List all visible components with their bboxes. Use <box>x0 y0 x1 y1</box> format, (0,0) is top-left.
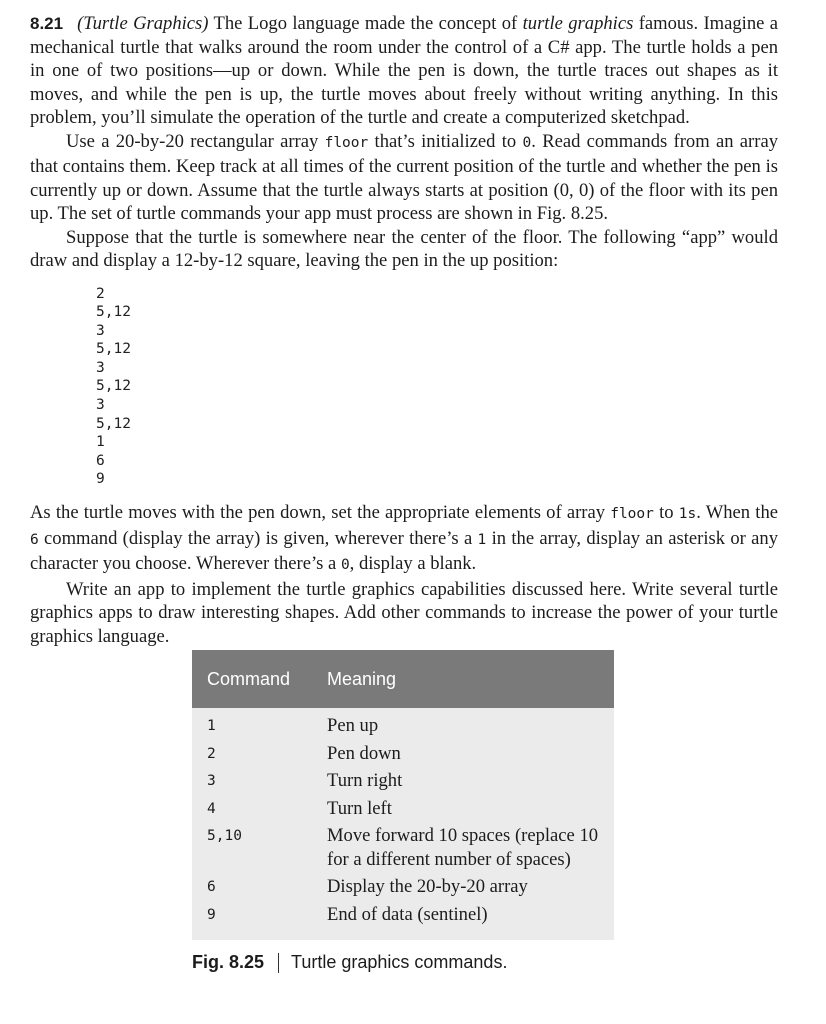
command-cell: 9 <box>207 906 216 923</box>
code-line: 5,12 <box>96 341 131 358</box>
paragraph-intro <box>30 12 778 130</box>
inline-code: floor <box>610 506 654 523</box>
code-line: 1 <box>96 434 105 451</box>
command-cell: 6 <box>207 879 216 895</box>
text-run: , display a blank. <box>349 553 477 575</box>
table-header <box>192 650 614 708</box>
command-cell: 2 <box>207 745 216 762</box>
table-row <box>192 824 614 871</box>
header-meaning: Meaning <box>327 668 397 689</box>
figure-table <box>192 650 614 973</box>
command-cell: 4 <box>207 800 216 817</box>
text-run: in the array, display an asterisk or any character you choose. Wherever there’s a <box>30 527 778 575</box>
table-row <box>192 714 614 738</box>
table-row <box>192 903 614 927</box>
command-cell: 3 <box>207 773 216 789</box>
code-line: 6 <box>96 452 105 469</box>
caption-divider <box>278 953 279 973</box>
meaning-cell: Turn right <box>327 770 403 791</box>
caption-label: Fig. 8.25 <box>192 952 265 972</box>
text-run: to <box>653 502 679 524</box>
meaning-cell: End of data (sentinel) <box>327 903 488 925</box>
paragraph-array <box>30 130 778 226</box>
inline-code: floor <box>324 134 369 151</box>
text-run: famous. Imagine a mechanical turtle that walks around the room under the control of a C# app. The turtle holds a pen in one of two positions—up or down. While the pen is down, the turtle traces out shapes as it moves, and while the pen is up, the turtle moves about freely without writing anything. In this problem, you’ll simulate the operation of the turtle and create a computerized sketchpad. <box>30 13 778 128</box>
text-run: . Read commands from an array that contains them. Keep track at all times of the current position of the turtle and whether the pen is currently up or down. Assume that the turtle always starts at position (0, 0) of the floor with its pen up. The set of turtle commands your app must process are shown in Fig. 8.25. <box>30 130 778 224</box>
meaning-cell: Move forward 10 spaces (replace 10 for a different number of spaces) <box>327 825 599 870</box>
exercise-number: 8.21 <box>30 14 64 33</box>
text-run: . When the <box>696 502 778 524</box>
code-line: 5,12 <box>96 378 131 395</box>
paragraph-task: Write an app to implement the turtle graphics capabilities discussed here. Write several turtle graphics apps to draw interesting shapes. Add other commands to increase the power of your turtle graphics language. <box>30 578 778 647</box>
table-row <box>192 875 614 899</box>
code-line: 3 <box>96 322 105 339</box>
caption-text: Turtle graphics commands. <box>291 952 508 972</box>
text-run: Use a 20-by-20 rectangular array <box>66 130 325 152</box>
paragraph-display <box>30 501 778 578</box>
table-row <box>192 769 614 793</box>
meaning-cell: Pen down <box>327 742 401 764</box>
code-line: 9 <box>96 471 105 488</box>
figure-caption <box>192 952 614 973</box>
command-cell: 1 <box>207 718 216 734</box>
meaning-cell: Display the 20-by-20 array <box>327 876 528 897</box>
text-run: command (display the array) is given, wherever there’s a <box>38 527 478 549</box>
table-body <box>192 708 614 940</box>
code-line: 3 <box>96 359 105 376</box>
inline-code: 1 <box>477 531 487 548</box>
table-row <box>192 797 614 821</box>
header-command: Command <box>207 668 291 689</box>
inline-code: 0 <box>522 134 532 151</box>
inline-code: 0 <box>340 557 350 574</box>
inline-code: 6 <box>30 531 39 548</box>
text-run: As the turtle moves with the pen down, set the appropriate elements of array <box>30 502 611 524</box>
text-run-italic: turtle graphics <box>522 13 634 34</box>
paragraph-example: Suppose that the turtle is somewhere near the center of the floor. The following “app” would draw and display a 12-by-12 square, leaving the pen in the up position: <box>30 226 778 271</box>
code-block <box>96 285 778 490</box>
text-run: that’s initialized to <box>368 130 523 152</box>
text-run: The Logo language made the concept of <box>208 13 523 34</box>
exercise-title: (Turtle Graphics) <box>77 13 209 34</box>
code-line: 5,12 <box>96 304 131 321</box>
meaning-cell: Pen up <box>327 715 379 736</box>
code-line: 3 <box>96 397 105 414</box>
meaning-cell: Turn left <box>327 797 392 819</box>
table-row <box>192 742 614 766</box>
code-line: 2 <box>96 285 105 302</box>
command-cell: 5,10 <box>207 828 242 844</box>
inline-code: 1s <box>678 506 697 523</box>
code-line: 5,12 <box>96 415 131 432</box>
exercise-text <box>30 12 778 648</box>
